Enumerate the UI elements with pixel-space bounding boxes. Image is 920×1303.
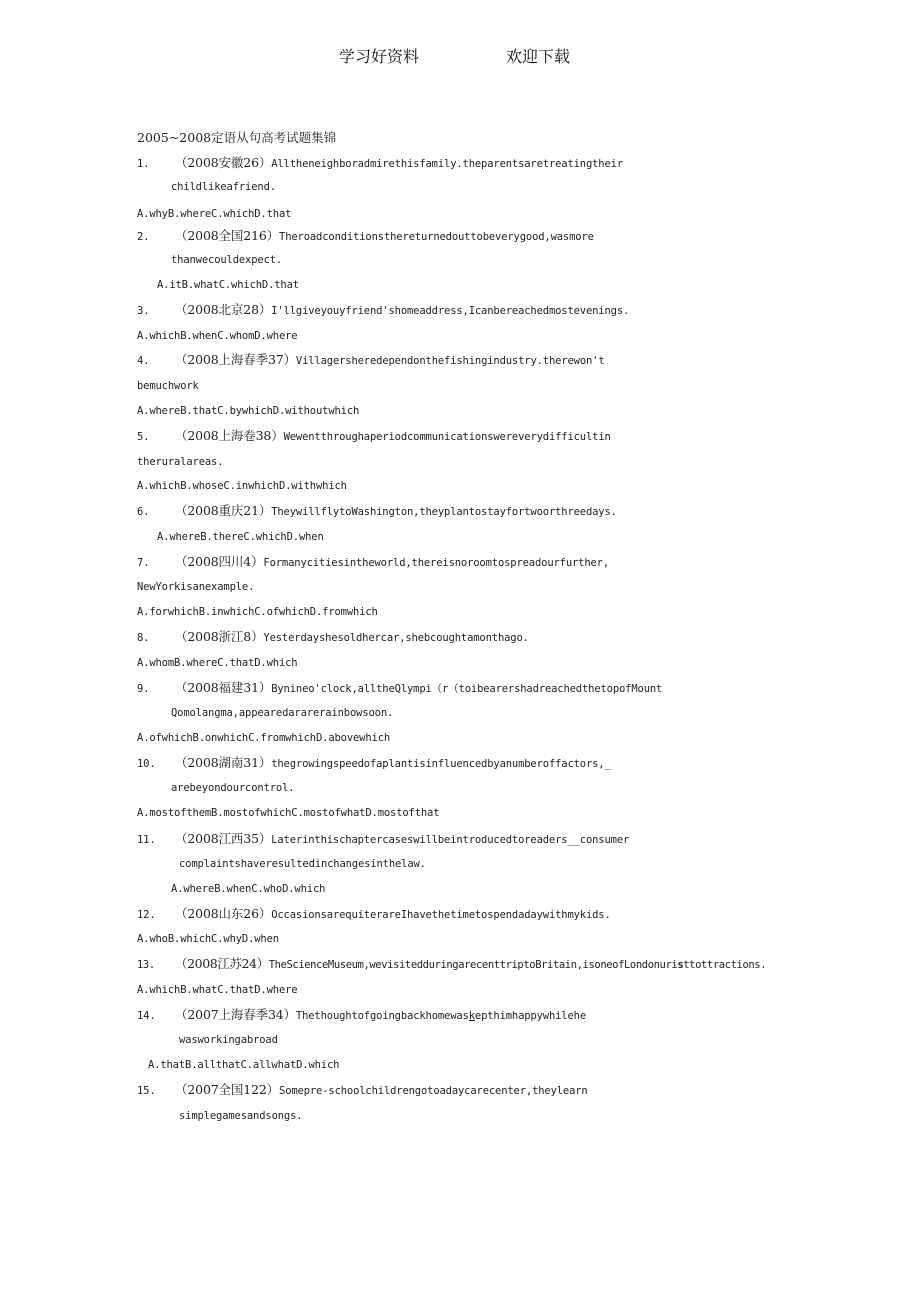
question-text: Formanycitiesintheworld,thereisnoroomtospreadourfurther, <box>263 557 610 569</box>
question-number: 6. <box>137 506 150 518</box>
question-source: （2008江苏24） <box>175 956 269 971</box>
question-source: （2008上海卷38） <box>175 428 284 443</box>
question-source: （2008重庆21） <box>175 503 272 518</box>
question-options: A.whichB.whenC.whomD.where <box>137 330 298 342</box>
document-title: 2005~2008定语从句高考试题集锦 <box>137 130 337 145</box>
question-continuation: wasworkingabroad <box>179 1034 278 1046</box>
question-4 <box>137 353 605 368</box>
question-9 <box>137 681 662 696</box>
question-6 <box>137 504 617 519</box>
question-continuation: arebeyondourcontrol. <box>171 782 295 794</box>
question-source: （2008安徽26） <box>175 155 272 170</box>
question-text: Laterinthischaptercaseswillbeintroducedtoreaders__consumer <box>271 834 630 846</box>
question-3 <box>137 303 629 318</box>
question-continuation: simplegamesandsongs. <box>179 1110 303 1122</box>
question-options: A.whoB.whichC.whyD.when <box>137 933 279 945</box>
question-number: 15. <box>137 1085 156 1097</box>
question-source: （2008全国216） <box>175 228 280 243</box>
header-right-text: 欢迎下载 <box>506 47 571 66</box>
question-options: A.whomB.whereC.thatD.which <box>137 657 298 669</box>
question-8 <box>137 630 529 645</box>
question-continuation: childlikeafriend. <box>171 181 276 193</box>
question-options: A.whichB.whatC.thatD.where <box>137 984 298 996</box>
question-text: TheywillflytoWashington,theyplantostayfortwoorthreedays. <box>271 506 617 518</box>
question-source: （2008上海春季37） <box>175 352 296 367</box>
question-source: （2008湖南31） <box>175 755 272 770</box>
question-options: A.itB.whatC.whichD.that <box>157 279 299 291</box>
question-number: 13. <box>137 959 155 971</box>
question-continuation: theruralareas. <box>137 456 224 468</box>
question-options: A.whereB.thatC.bywhichD.withoutwhich <box>137 405 360 417</box>
question-text-underlined: k <box>468 1010 475 1022</box>
question-number: 10. <box>137 758 156 770</box>
question-source: （2007上海春季34） <box>175 1007 296 1022</box>
question-source: （2008浙江8） <box>175 629 264 644</box>
question-number: 14. <box>137 1010 156 1022</box>
question-number: 12. <box>137 909 156 921</box>
question-continuation: complaintshaveresultedinchangesinthelaw. <box>179 858 426 870</box>
question-text-bold: s <box>677 959 684 971</box>
question-source: （2008江西35） <box>175 831 272 846</box>
question-11 <box>137 832 629 847</box>
question-continuation: Qomolangma,appearedararerainbowsoon. <box>171 707 394 719</box>
question-options: A.whyB.whereC.whichD.that <box>137 208 292 220</box>
question-text: Theroadconditionsthereturnedouttobeverygood,wasmore <box>279 231 594 243</box>
question-source: （2008福建31） <box>175 680 272 695</box>
question-text-post: epthimhappywhilehe <box>474 1010 586 1022</box>
question-options: A.whereB.whenC.whoD.which <box>171 883 326 895</box>
question-text: OccasionsarequiterareIhavethetimetospendadaywithmykids. <box>271 909 611 921</box>
header-left-text: 学习好资料 <box>339 47 420 66</box>
question-options: A.whichB.whoseC.inwhichD.withwhich <box>137 480 347 492</box>
question-15 <box>137 1083 588 1098</box>
question-continuation: bemuchwork <box>137 380 199 392</box>
question-7 <box>137 555 609 570</box>
question-source: （2007全国122） <box>175 1082 280 1097</box>
question-text: TheScienceMuseum,wevisitedduringarecenttriptoBritain,isoneofLondonuri <box>268 959 678 971</box>
question-text: Alltheneighboradmirethisfamily.theparentsaretreatingtheir <box>271 158 623 170</box>
question-text: Thethoughtofgoingbackhomewas <box>295 1010 469 1022</box>
question-continuation: NewYorkisanexample. <box>137 581 255 593</box>
question-13 <box>137 957 766 972</box>
question-text: Somepre-schoolchildrengotoadaycarecenter,theylearn <box>279 1085 588 1097</box>
question-number: 5. <box>137 431 150 443</box>
question-text: Yesterdayshesoldhercar,shebcoughtamonthago. <box>263 632 529 644</box>
question-text: Villagersheredependonthefishingindustry.therewon't <box>295 355 605 367</box>
question-number: 9. <box>137 683 150 695</box>
question-options: A.forwhichB.inwhichC.ofwhichD.fromwhich <box>137 606 378 618</box>
question-1 <box>137 156 623 171</box>
question-number: 4. <box>137 355 150 367</box>
question-source: （2008北京28） <box>175 302 272 317</box>
question-source: （2008四川4） <box>175 554 264 569</box>
question-options: A.thatB.allthatC.allwhatD.which <box>148 1059 340 1071</box>
question-number: 1. <box>137 158 150 170</box>
question-options: A.whereB.thereC.whichD.when <box>157 531 324 543</box>
question-number: 7. <box>137 557 150 569</box>
question-number: 11. <box>137 834 156 846</box>
question-text: thegrowingspeedofaplantisinfluencedbyanumberoffactors,_ <box>271 758 611 770</box>
question-10 <box>137 756 611 771</box>
question-number: 8. <box>137 632 150 644</box>
question-text: Wewentthroughaperiodcommunicationswereverydifficultin <box>283 431 611 443</box>
question-12 <box>137 907 611 922</box>
question-text-end: ttottractions. <box>683 959 767 971</box>
question-text: Bynineo'clock,alltheQlympi（r（toibearershadreachedthetopofMount <box>271 683 663 695</box>
question-2 <box>137 229 594 244</box>
question-14 <box>137 1008 586 1023</box>
question-number: 2. <box>137 231 150 243</box>
question-options: A.mostofthemB.mostofwhichC.mostofwhatD.mostofthat <box>137 807 440 819</box>
question-continuation: thanwecouldexpect. <box>171 254 283 266</box>
question-source: （2008山东26） <box>175 906 272 921</box>
page-header <box>0 44 920 68</box>
question-number: 3. <box>137 305 150 317</box>
question-options: A.ofwhichB.onwhichC.fromwhichD.abovewhich <box>137 732 391 744</box>
question-text: I'llgiveyouyfriend'shomeaddress,Icanbereachedmostevenings. <box>271 305 630 317</box>
question-5 <box>137 429 611 444</box>
